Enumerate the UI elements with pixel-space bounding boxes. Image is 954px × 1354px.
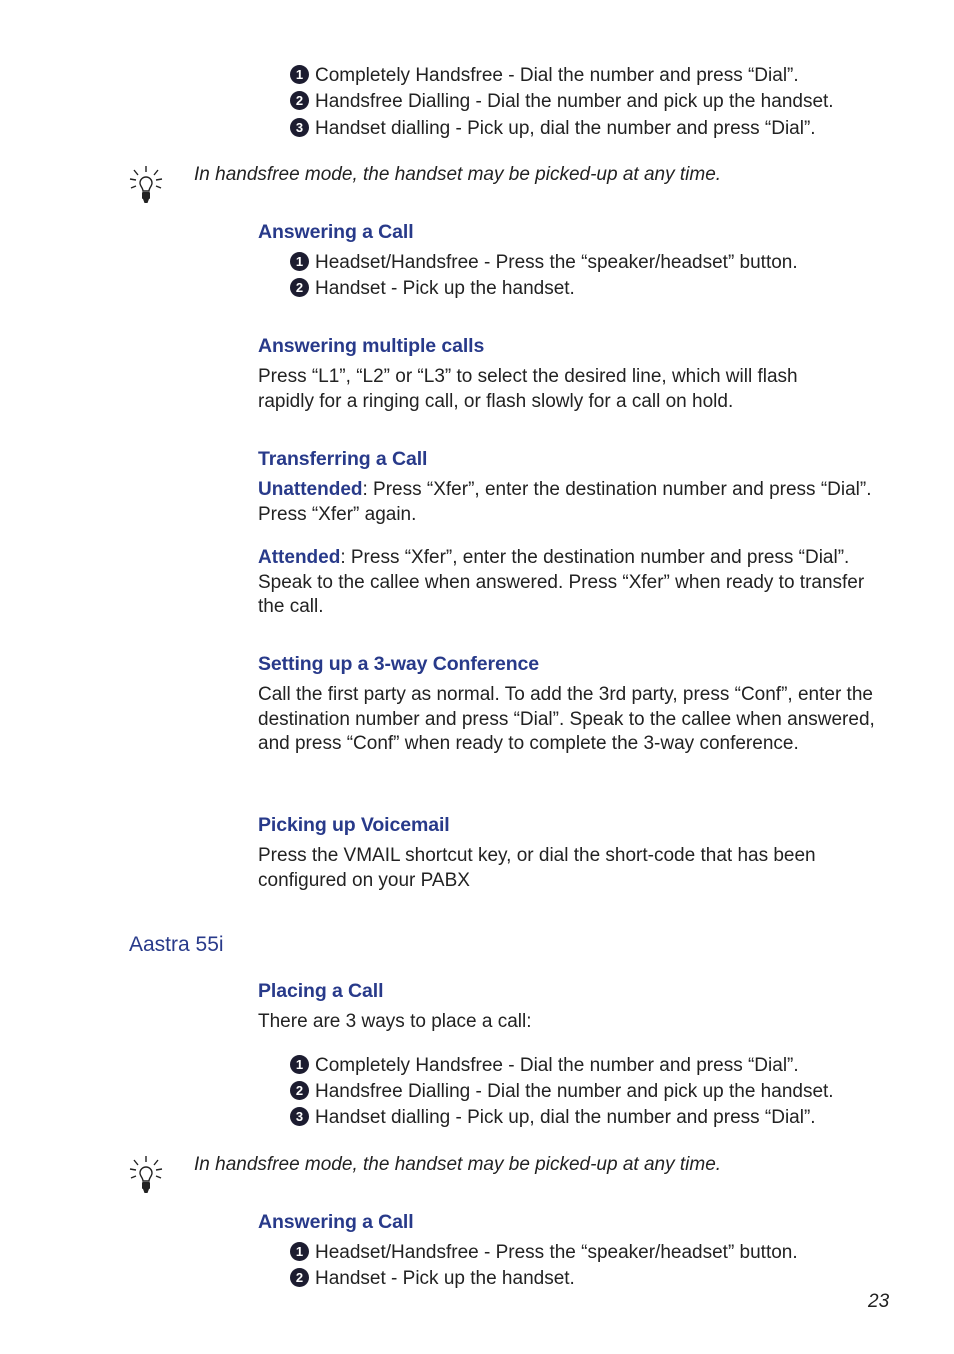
heading-voicemail: Picking up Voicemail xyxy=(258,814,450,836)
step-number-2-icon: 2 xyxy=(290,1081,309,1100)
label-attended: Attended xyxy=(258,547,341,568)
heading-answering-call: Answering a Call xyxy=(258,221,414,243)
tip-text: In handsfree mode, the handset may be picked-up at any time. xyxy=(194,164,722,185)
list-item: 1 Completely Handsfree - Dial the number and press “Dial”. xyxy=(290,1054,799,1079)
paragraph-unattended: Unattended: Press “Xfer”, enter the destination number and press “Dial”. Press “Xfer” again. xyxy=(258,479,872,525)
list-item: 1 Completely Handsfree - Dial the number and press “Dial”. xyxy=(290,64,799,89)
step-number-1-icon: 1 xyxy=(290,252,309,271)
list-item: 2 Handsfree Dialling - Dial the number and pick up the handset. xyxy=(290,1080,834,1105)
tip-text: In handsfree mode, the handset may be picked-up at any time. xyxy=(194,1154,722,1175)
label-unattended: Unattended xyxy=(258,479,363,500)
paragraph: Press the VMAIL shortcut key, or dial the short-code that has been configured on your PABX xyxy=(258,845,816,891)
list-item: 2 Handsfree Dialling - Dial the number and pick up the handset. xyxy=(290,90,834,115)
step-number-3-icon: 3 xyxy=(290,1107,309,1126)
step-number-3-icon: 3 xyxy=(290,118,309,137)
section-title: Aastra 55i xyxy=(129,933,224,956)
list-item: 2 Handset - Pick up the handset. xyxy=(290,1267,575,1292)
paragraph: Press “L1”, “L2” or “L3” to select the desired line, which will flash rapidly for a ringing call, or flash slowly for a call on hold. xyxy=(258,366,798,412)
paragraph: There are 3 ways to place a call: xyxy=(258,1011,532,1032)
step-number-2-icon: 2 xyxy=(290,278,309,297)
list-item: 3 Handset dialling - Pick up, dial the number and press “Dial”. xyxy=(290,117,816,142)
heading-answering-multiple: Answering multiple calls xyxy=(258,335,485,357)
step-number-1-icon: 1 xyxy=(290,65,309,84)
list-item: 1 Headset/Handsfree - Press the “speaker/headset” button. xyxy=(290,251,798,276)
step-number-2-icon: 2 xyxy=(290,1268,309,1287)
paragraph-attended: Attended: Press “Xfer”, enter the destination number and press “Dial”. Speak to the callee when answered. Press “Xfer” when ready to transfer the call. xyxy=(258,547,865,617)
list-item: 2 Handset - Pick up the handset. xyxy=(290,277,575,302)
paragraph: Call the first party as normal. To add the 3rd party, press “Conf”, enter the destination number and press “Dial”. Speak to the callee when answered, and press “Conf” when ready to complete the 3-way conference. xyxy=(258,684,875,754)
heading-placing-call: Placing a Call xyxy=(258,980,384,1002)
list-item: 1 Headset/Handsfree - Press the “speaker/headset” button. xyxy=(290,1241,798,1266)
lightbulb-icon xyxy=(128,1154,164,1196)
step-number-1-icon: 1 xyxy=(290,1242,309,1261)
step-number-1-icon: 1 xyxy=(290,1055,309,1074)
heading-answering-call: Answering a Call xyxy=(258,1211,414,1233)
heading-transferring-call: Transferring a Call xyxy=(258,448,428,470)
list-item: 3 Handset dialling - Pick up, dial the number and press “Dial”. xyxy=(290,1106,816,1131)
page-number: 23 xyxy=(868,1291,890,1312)
lightbulb-icon xyxy=(128,164,164,206)
step-number-2-icon: 2 xyxy=(290,91,309,110)
heading-conference: Setting up a 3-way Conference xyxy=(258,653,539,675)
